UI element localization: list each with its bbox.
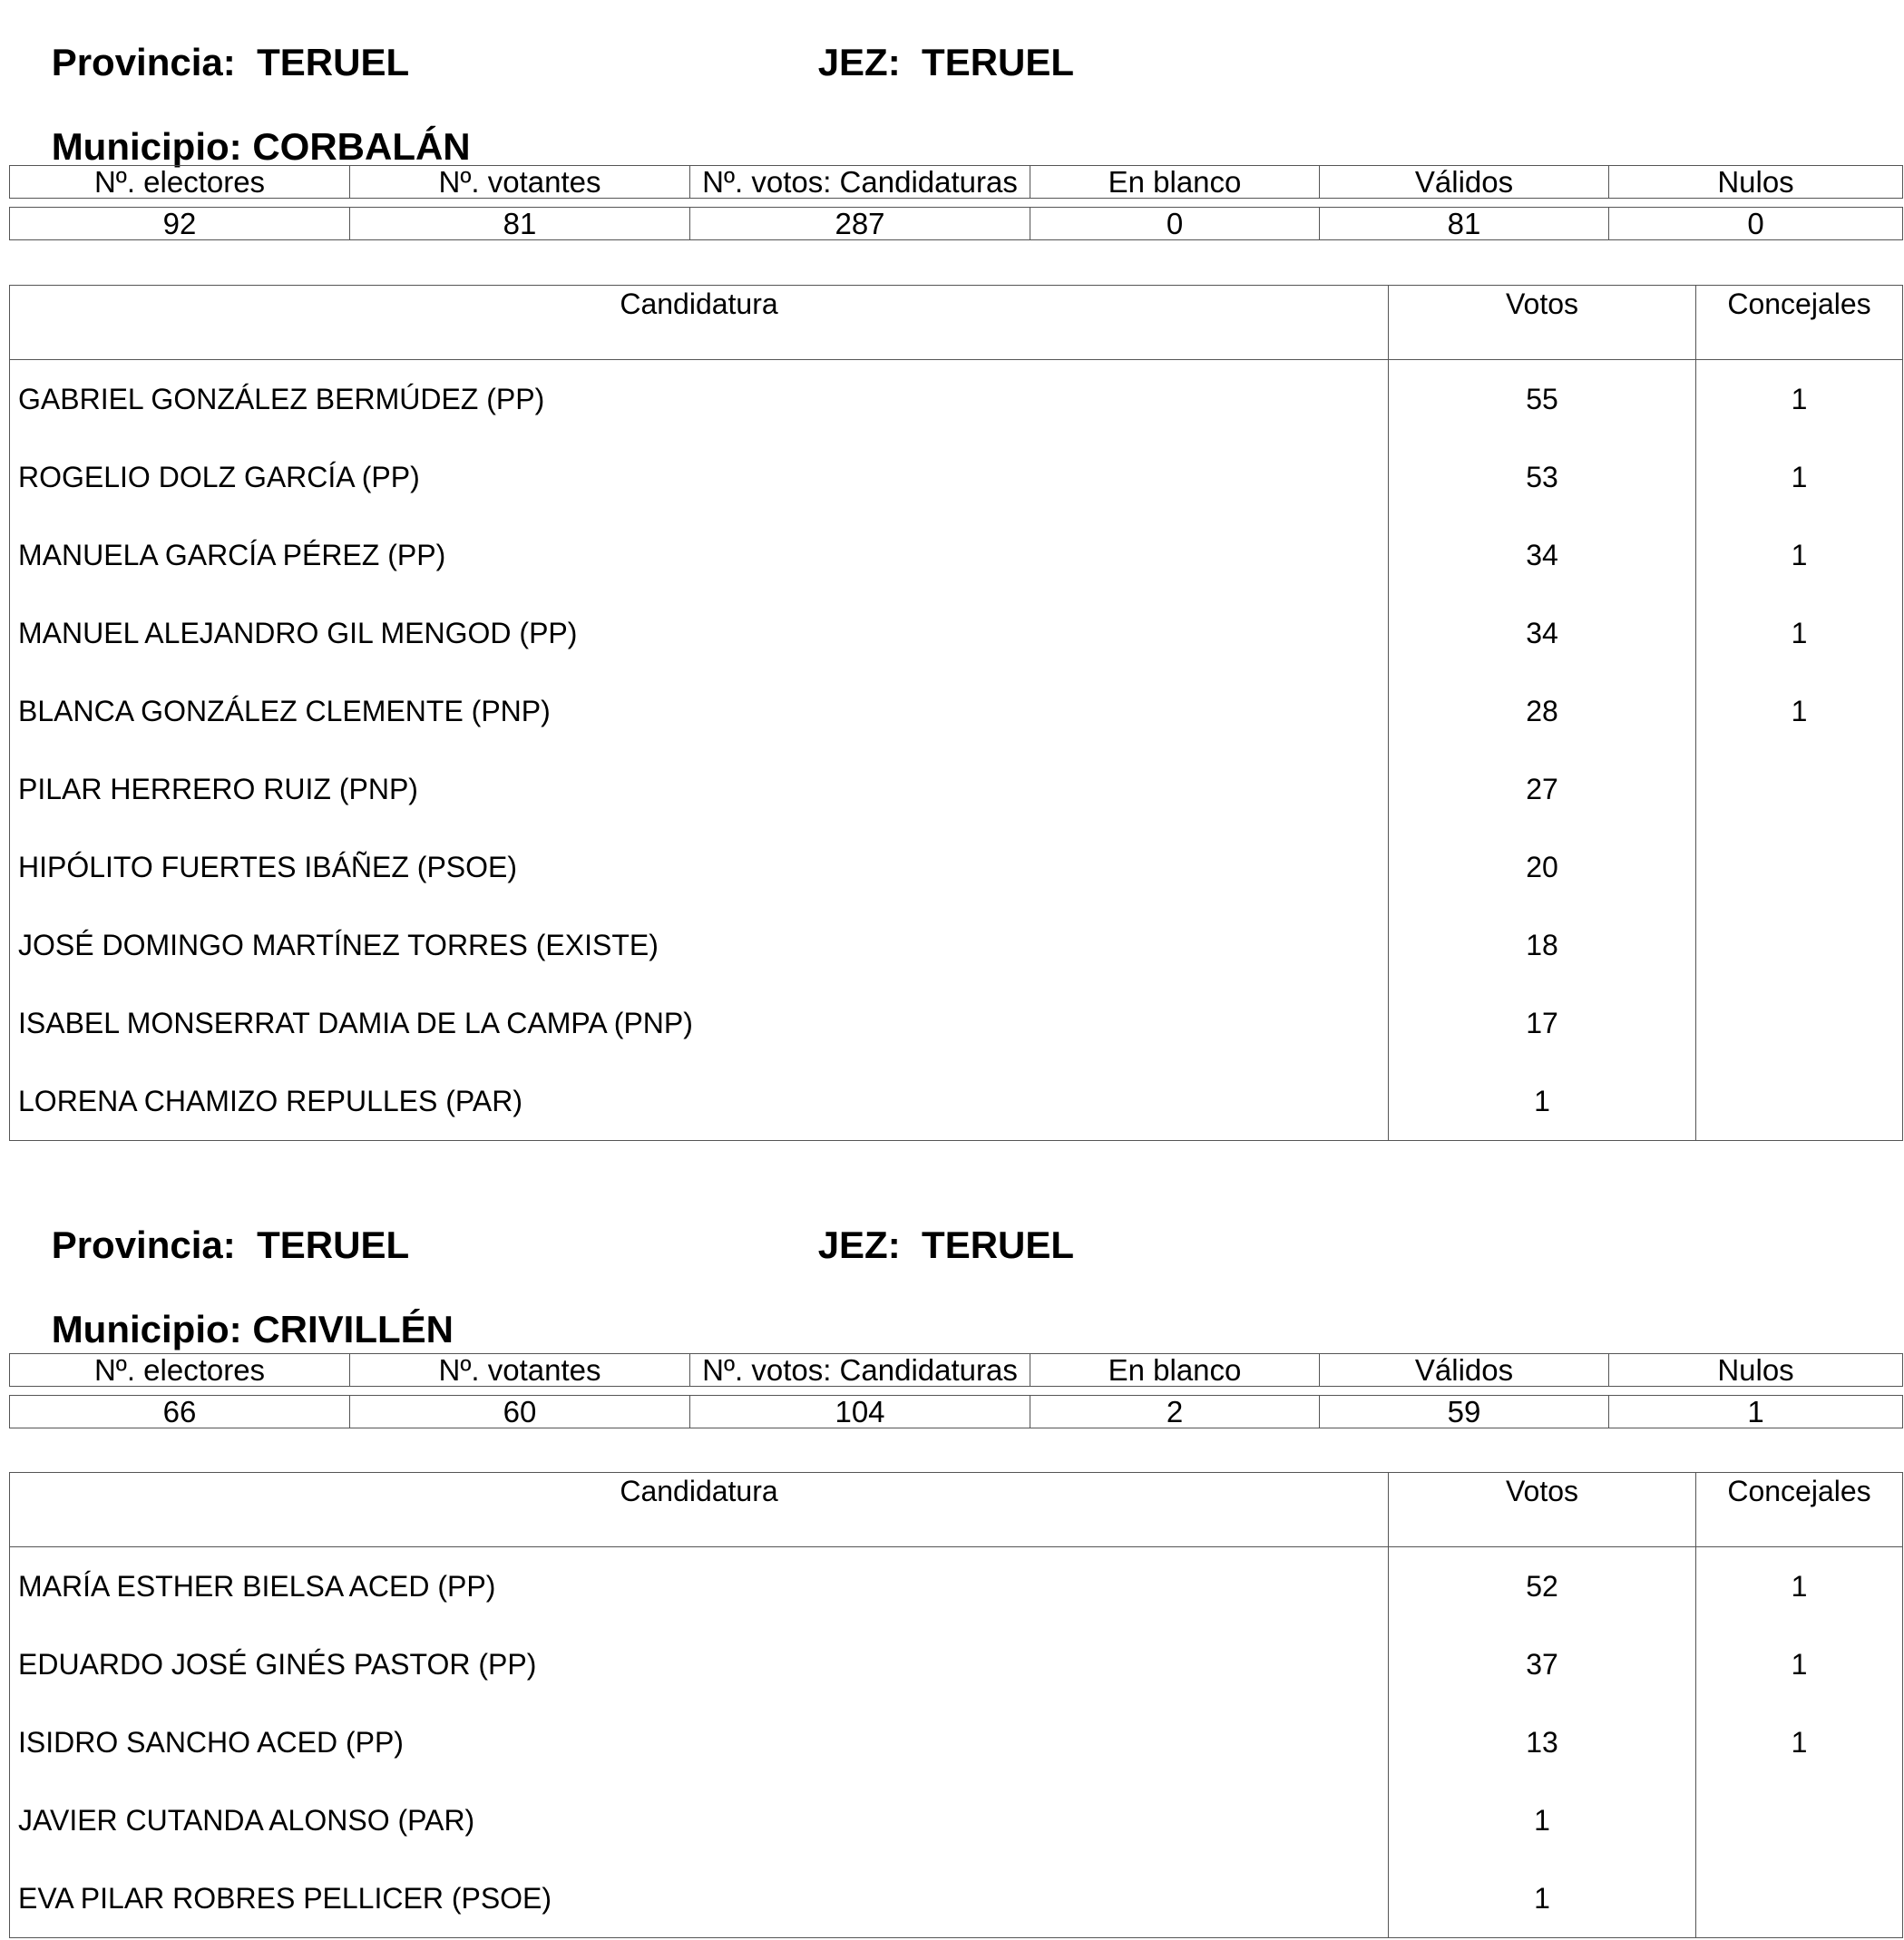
candidate-votes: 53 (1389, 438, 1696, 516)
summary-header-row (10, 1354, 1903, 1387)
results-header-candidatura: Candidatura (10, 286, 1389, 360)
table-row (10, 828, 1903, 906)
results-header-candidatura: Candidatura (10, 1473, 1389, 1547)
summary-header-votos-candidaturas: Nº. votos: Candidaturas (690, 1354, 1030, 1387)
summary-header-electores: Nº. electores (10, 1354, 350, 1387)
candidate-votes: 37 (1389, 1625, 1696, 1703)
table-row (10, 672, 1903, 750)
candidate-votes: 17 (1389, 984, 1696, 1062)
candidate-name: EVA PILAR ROBRES PELLICER (PSOE) (18, 1881, 552, 1915)
candidate-name: JOSÉ DOMINGO MARTÍNEZ TORRES (EXISTE) (18, 928, 659, 961)
candidate-name: ISIDRO SANCHO ACED (PP) (18, 1725, 404, 1759)
summary-header-row (10, 166, 1903, 199)
candidate-name: HIPÓLITO FUERTES IBÁÑEZ (PSOE) (18, 850, 518, 883)
candidate-seats: 1 (1696, 1625, 1903, 1703)
candidate-seats (1696, 750, 1903, 828)
provincia-value: TERUEL (257, 1223, 410, 1266)
candidate-seats: 1 (1696, 516, 1903, 594)
municipio-block-crivillen (9, 1188, 1902, 1936)
results-header-votos: Votos (1389, 1473, 1696, 1547)
table-row (10, 1781, 1903, 1859)
municipio-label: Municipio: (51, 125, 242, 168)
candidate-name: GABRIEL GONZÁLEZ BERMÚDEZ (PP) (18, 382, 545, 415)
table-row (10, 1859, 1903, 1938)
candidate-votes: 18 (1389, 906, 1696, 984)
provincia-label: Provincia: (51, 41, 236, 83)
provincia-value: TERUEL (257, 41, 410, 83)
candidate-seats: 1 (1696, 438, 1903, 516)
table-row (10, 516, 1903, 594)
candidate-votes: 55 (1389, 360, 1696, 439)
results-header-row (10, 1473, 1903, 1547)
results-header-votos: Votos (1389, 286, 1696, 360)
jez-heading (776, 1188, 1074, 1302)
candidate-name: ISABEL MONSERRAT DAMIA DE LA CAMPA (PNP) (18, 1006, 693, 1039)
summary-value-votos-candidaturas: 104 (690, 1396, 1030, 1428)
jez-heading (776, 5, 1074, 120)
candidate-seats: 1 (1696, 1547, 1903, 1626)
results-header-concejales: Concejales (1696, 1473, 1903, 1547)
results-table (9, 285, 1903, 1141)
table-row (10, 438, 1903, 516)
candidate-name: BLANCA GONZÁLEZ CLEMENTE (PNP) (18, 694, 551, 727)
provincia-label: Provincia: (51, 1223, 236, 1266)
summary-value-electores: 92 (10, 208, 350, 240)
candidate-votes: 52 (1389, 1547, 1696, 1626)
candidate-votes: 27 (1389, 750, 1696, 828)
summary-value-electores: 66 (10, 1396, 350, 1428)
summary-header-votantes: Nº. votantes (350, 166, 690, 199)
municipio-label: Municipio: (51, 1308, 242, 1350)
candidate-votes: 28 (1389, 672, 1696, 750)
table-row (10, 750, 1903, 828)
summary-header-validos: Válidos (1320, 166, 1609, 199)
candidate-seats (1696, 984, 1903, 1062)
results-header-row (10, 286, 1903, 360)
results-header-concejales: Concejales (1696, 286, 1903, 360)
table-row (10, 1703, 1903, 1781)
candidate-name: MANUELA GARCÍA PÉREZ (PP) (18, 538, 446, 571)
candidate-votes: 34 (1389, 516, 1696, 594)
candidate-seats (1696, 828, 1903, 906)
summary-table (9, 165, 1903, 240)
summary-header-votantes: Nº. votantes (350, 1354, 690, 1387)
candidate-seats (1696, 906, 1903, 984)
table-row (10, 360, 1903, 439)
table-row (10, 594, 1903, 672)
candidate-name: MARÍA ESTHER BIELSA ACED (PP) (18, 1569, 496, 1603)
municipio-block-corbalan (9, 0, 1902, 1143)
municipio-value: CORBALÁN (252, 125, 471, 168)
candidate-seats (1696, 1781, 1903, 1859)
candidate-seats (1696, 1062, 1903, 1141)
table-row (10, 1062, 1903, 1141)
candidate-seats: 1 (1696, 1703, 1903, 1781)
summary-value-en-blanco: 2 (1030, 1396, 1320, 1428)
table-row (10, 984, 1903, 1062)
candidate-name: PILAR HERRERO RUIZ (PNP) (18, 772, 418, 805)
table-row (10, 1547, 1903, 1626)
summary-value-row (10, 1396, 1903, 1428)
jez-value: TERUEL (922, 41, 1075, 83)
candidate-seats: 1 (1696, 360, 1903, 439)
table-row (10, 1625, 1903, 1703)
candidate-name: ROGELIO DOLZ GARCÍA (PP) (18, 460, 420, 493)
summary-table (9, 1353, 1903, 1428)
summary-value-nulos: 0 (1609, 208, 1903, 240)
summary-header-nulos: Nulos (1609, 166, 1903, 199)
jez-value: TERUEL (922, 1223, 1075, 1266)
summary-value-nulos: 1 (1609, 1396, 1903, 1428)
summary-value-validos: 81 (1320, 208, 1609, 240)
candidate-name: JAVIER CUTANDA ALONSO (PAR) (18, 1803, 475, 1837)
candidate-votes: 13 (1389, 1703, 1696, 1781)
candidate-votes: 34 (1389, 594, 1696, 672)
municipio-value: CRIVILLÉN (252, 1308, 454, 1350)
summary-header-en-blanco: En blanco (1030, 166, 1320, 199)
results-table (9, 1472, 1903, 1938)
candidate-name: EDUARDO JOSÉ GINÉS PASTOR (PP) (18, 1647, 537, 1681)
summary-value-votantes: 60 (350, 1396, 690, 1428)
summary-value-votos-candidaturas: 287 (690, 208, 1030, 240)
summary-value-validos: 59 (1320, 1396, 1609, 1428)
candidate-seats: 1 (1696, 672, 1903, 750)
summary-value-en-blanco: 0 (1030, 208, 1320, 240)
jez-label: JEZ: (817, 41, 901, 83)
summary-header-nulos: Nulos (1609, 1354, 1903, 1387)
summary-header-electores: Nº. electores (10, 166, 350, 199)
candidate-votes: 20 (1389, 828, 1696, 906)
candidate-votes: 1 (1389, 1062, 1696, 1141)
summary-header-votos-candidaturas: Nº. votos: Candidaturas (690, 166, 1030, 199)
candidate-name: MANUEL ALEJANDRO GIL MENGOD (PP) (18, 616, 578, 649)
jez-label: JEZ: (817, 1223, 901, 1266)
candidate-votes: 1 (1389, 1781, 1696, 1859)
summary-header-validos: Válidos (1320, 1354, 1609, 1387)
summary-value-row (10, 208, 1903, 240)
table-row (10, 906, 1903, 984)
candidate-votes: 1 (1389, 1859, 1696, 1938)
candidate-name: LORENA CHAMIZO REPULLES (PAR) (18, 1084, 522, 1117)
summary-header-en-blanco: En blanco (1030, 1354, 1320, 1387)
candidate-seats (1696, 1859, 1903, 1938)
candidate-seats: 1 (1696, 594, 1903, 672)
summary-value-votantes: 81 (350, 208, 690, 240)
